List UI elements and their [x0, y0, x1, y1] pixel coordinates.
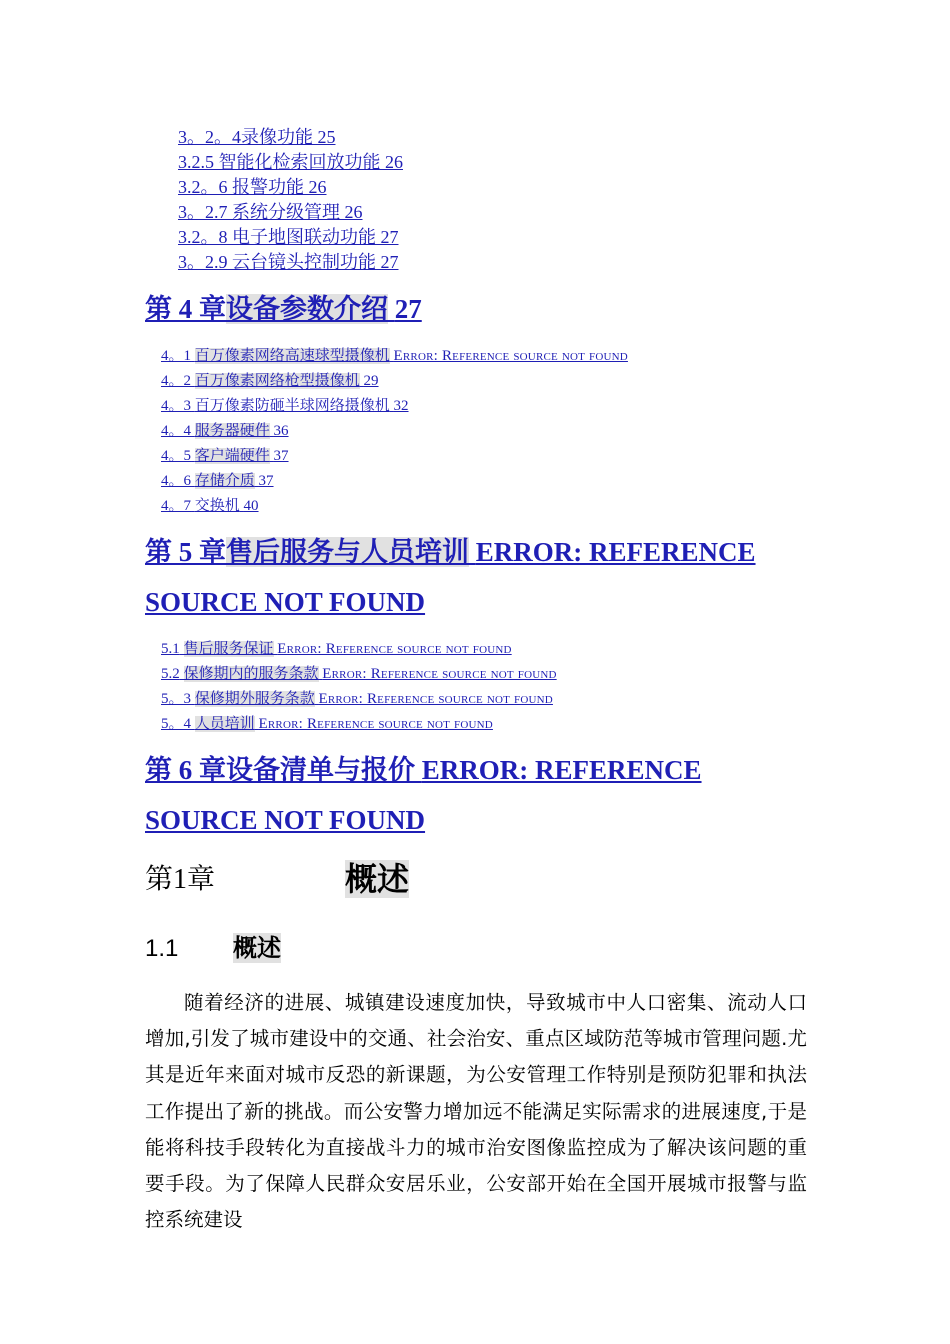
body-paragraph: 随着经济的进展、城镇建设速度加快，导致城市中人口密集、流动人口增加,引发了城市建设中的交通、社会治安、重点区域防范等城市管理问题.尤其是近年来面对城市反恐的新课题，为公安管理工作特别是预防犯罪和执法工作提出了新的挑战。而公安警力增加远不能满足实际需求的进展速度,于是能将科技手段转化为直接战斗力的城市治安图像监控成为了解决该问题的重要手段。为了保障人民群众安居乐业，公安部开始在全国开展城市报警与监控系统建设 [145, 991, 807, 1232]
toc-link[interactable]: 4。1 百万像素网络高速球型摄像机 Error: Reference source not found [161, 348, 628, 364]
toc-link[interactable]: 4。4 服务器硬件 36 [161, 423, 289, 439]
toc-chapter-6[interactable] [145, 753, 702, 787]
toc-link[interactable]: 第 4 章设备参数介绍 27 [145, 294, 422, 324]
toc-entry-5-1[interactable] [161, 639, 512, 659]
toc-entry-3-2-8[interactable] [178, 226, 399, 248]
toc-entry-3-2-6[interactable] [178, 176, 327, 198]
section-number: 1.1 [145, 935, 179, 962]
toc-entry-4-2[interactable] [161, 371, 379, 391]
toc-entry-4-4[interactable] [161, 421, 289, 441]
toc-link[interactable]: 第 5 章售后服务与人员培训 ERROR: REFERENCE [145, 537, 756, 567]
toc-entry-3-2-9[interactable] [178, 251, 399, 273]
toc-entry-4-3[interactable] [161, 396, 409, 416]
toc-link[interactable]: 4。7 交换机 40 [161, 498, 259, 514]
toc-link[interactable]: 3。2。4录像功能 25 [178, 127, 336, 147]
toc-entry-4-5[interactable] [161, 446, 289, 466]
toc-link[interactable]: 3。2.7 系统分级管理 26 [178, 202, 363, 222]
toc-link[interactable]: 5。3 保修期外服务条款 Error: Reference source not found [161, 691, 553, 707]
toc-link[interactable]: SOURCE NOT FOUND [145, 587, 426, 617]
toc-entry-3-2-5[interactable] [178, 151, 403, 173]
toc-link[interactable]: 第 6 章设备清单与报价 ERROR: REFERENCE [145, 755, 702, 785]
toc-chapter-4[interactable] [145, 292, 422, 326]
toc-link[interactable]: 4。6 存储介质 37 [161, 473, 274, 489]
toc-link[interactable]: 3。2.9 云台镜头控制功能 27 [178, 252, 399, 272]
toc-link[interactable]: 4。2 百万像素网络枪型摄像机 29 [161, 373, 379, 389]
chapter-title: 概述 [345, 860, 410, 898]
section-title: 概述 [233, 934, 281, 962]
toc-chapter-5[interactable] [145, 535, 756, 569]
toc-entry-4-1[interactable] [161, 346, 628, 366]
toc-link[interactable]: 3.2。8 电子地图联动功能 27 [178, 227, 399, 247]
toc-link[interactable]: 3.2。6 报警功能 26 [178, 177, 327, 197]
toc-link[interactable]: 5。4 人员培训 Error: Reference source not found [161, 716, 493, 732]
toc-entry-5-3[interactable] [161, 689, 553, 709]
chapter-number: 第1章 [145, 864, 216, 895]
toc-link[interactable]: 3.2.5 智能化检索回放功能 26 [178, 152, 403, 172]
toc-link[interactable]: SOURCE NOT FOUND [145, 805, 426, 835]
toc-link[interactable]: 5.1 售后服务保证 Error: Reference source not found [161, 641, 512, 657]
toc-entry-4-7[interactable] [161, 496, 259, 516]
toc-link[interactable]: 4。5 客户端硬件 37 [161, 448, 289, 464]
toc-entry-5-2[interactable] [161, 664, 557, 684]
toc-chapter-6-continued[interactable] [145, 803, 425, 837]
toc-link[interactable]: 4。3 百万像素防砸半球网络摄像机 32 [161, 398, 409, 414]
toc-entry-4-6[interactable] [161, 471, 274, 491]
toc-entry-3-2-4[interactable] [178, 126, 336, 148]
toc-entry-3-2-7[interactable] [178, 201, 363, 223]
toc-chapter-5-continued[interactable] [145, 585, 425, 619]
toc-entry-5-4[interactable] [161, 714, 493, 734]
toc-link[interactable]: 5.2 保修期内的服务条款 Error: Reference source not found [161, 666, 557, 682]
